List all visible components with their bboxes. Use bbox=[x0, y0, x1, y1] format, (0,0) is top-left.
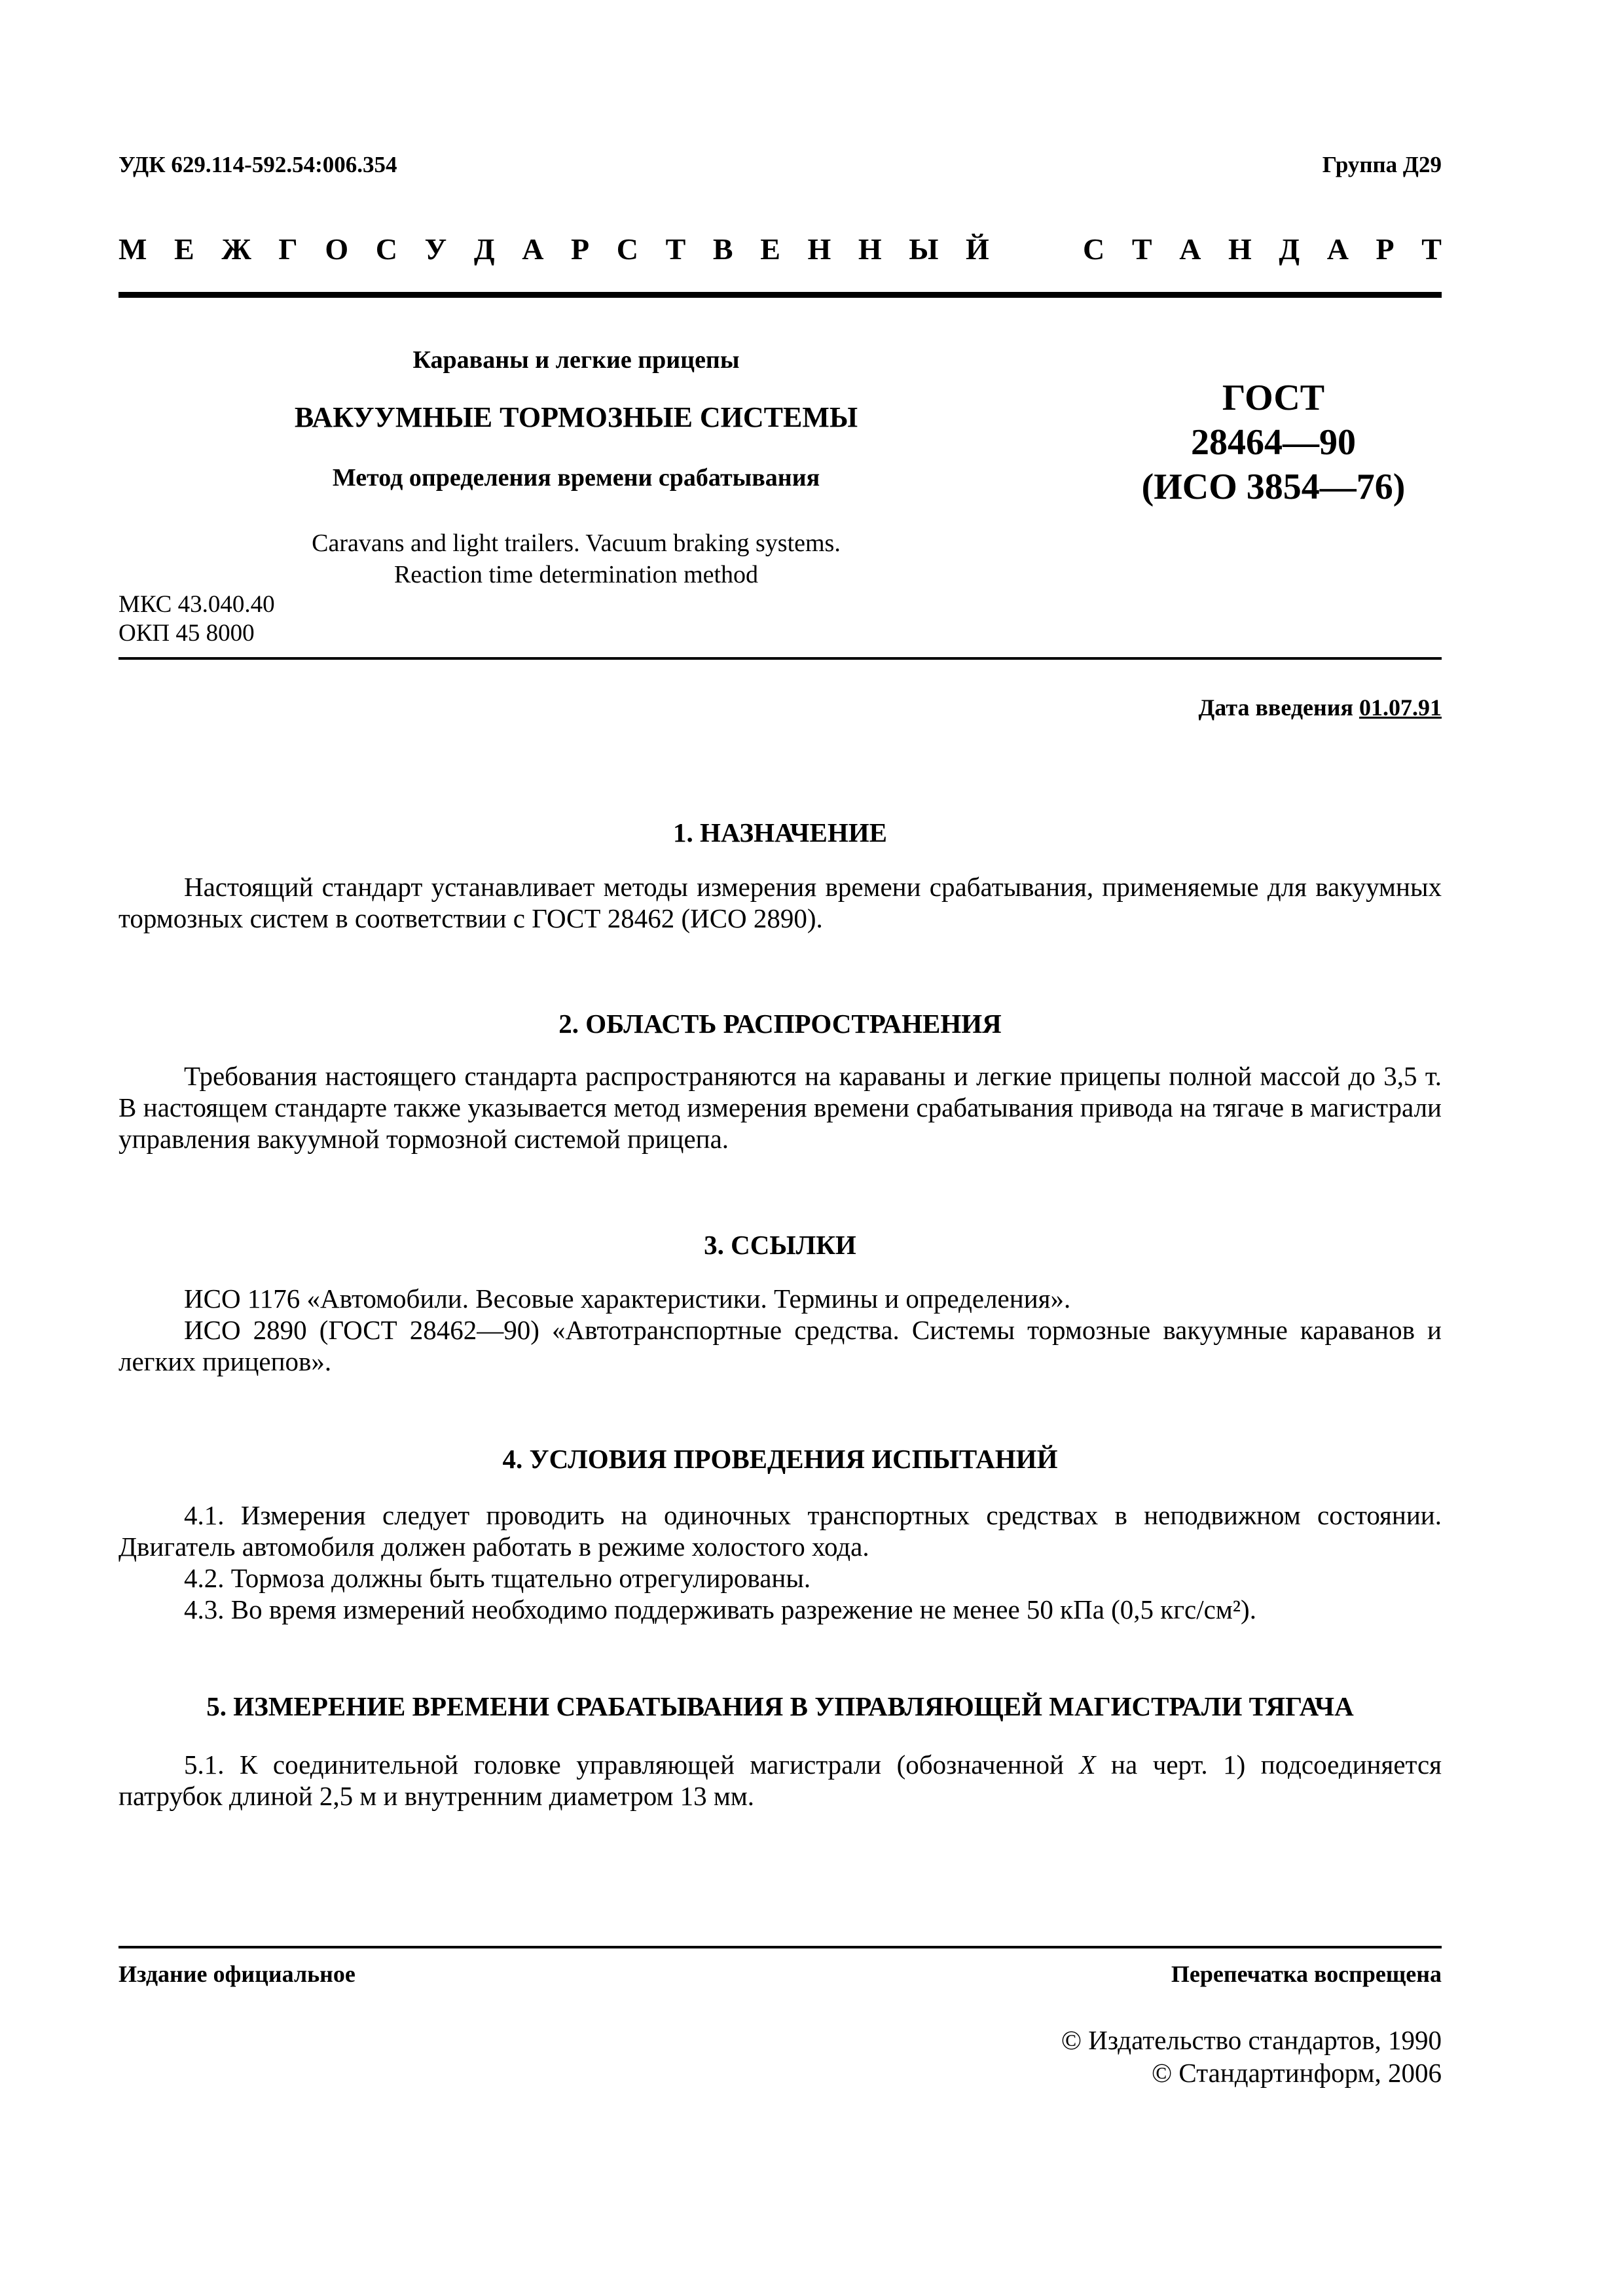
banner-letter: С bbox=[375, 232, 397, 266]
section-4-heading: 4. УСЛОВИЯ ПРОВЕДЕНИЯ ИСПЫТАНИЙ bbox=[502, 1444, 1058, 1474]
udk-code: УДК 629.114-592.54:006.354 bbox=[119, 152, 397, 177]
section-2-body bbox=[119, 1060, 1442, 1155]
banner-letter: Г bbox=[278, 232, 298, 266]
mks-code: МКС 43.040.40 bbox=[119, 591, 275, 618]
introduction-date-value: 01.07.91 bbox=[1359, 694, 1442, 721]
clause-4-2: 4.2. Тормоза должны быть тщательно отрегулированы. bbox=[184, 1563, 811, 1593]
banner-letter: Й bbox=[966, 232, 989, 266]
banner-letter: Н bbox=[858, 232, 882, 266]
banner-letter: Н bbox=[807, 232, 831, 266]
clause-5-1: 5.1. К соединительной головке управляющей магистрали (обозначенной X на черт. 1) подсоединяется патрубок длиной 2,5 м и внутренним диаметром 13 мм. bbox=[119, 1749, 1442, 1811]
banner-letter: В bbox=[712, 232, 733, 266]
standard-type-banner bbox=[119, 229, 1442, 268]
section-1-paragraph: Настоящий стандарт устанавливает методы измерения времени срабатывания, применяемые для вакуумных тормозных систем в соответствии с ГОСТ 28462 (ИСО 2890). bbox=[119, 872, 1442, 933]
banner-letter: Т bbox=[1421, 232, 1442, 266]
banner-letter: А bbox=[1179, 232, 1201, 266]
introduction-date-label: Дата введения bbox=[1198, 694, 1353, 721]
okp-code: ОКП 45 8000 bbox=[119, 620, 255, 647]
banner-letter: А bbox=[522, 232, 544, 266]
footer-rule bbox=[119, 1946, 1442, 1948]
section-3-heading: 3. ССЫЛКИ bbox=[704, 1230, 856, 1260]
section-4-body bbox=[119, 1499, 1442, 1625]
banner-letter: Н bbox=[1228, 232, 1252, 266]
section-5-body bbox=[119, 1749, 1442, 1812]
section-3-body bbox=[119, 1283, 1442, 1377]
banner-letter: Т bbox=[665, 232, 686, 266]
designation-number: 28464—90 bbox=[1191, 422, 1356, 463]
section-2-paragraph: Требования настоящего стандарта распространяются на караваны и легкие прицепы полной массой до 3,5 т. В настоящем стандарте также указывается метод измерения времени срабатывания привода на тягаче в магистрали управления вакуумной тормозной системой прицепа. bbox=[119, 1061, 1442, 1154]
copyright-2006: © Стандартинформ, 2006 bbox=[1152, 2058, 1442, 2088]
banner-letter: Ж bbox=[221, 232, 251, 266]
banner-letter: Д bbox=[473, 232, 495, 266]
banner-letter: А bbox=[1326, 232, 1349, 266]
header-rule bbox=[119, 292, 1442, 298]
banner-letter: Р bbox=[571, 232, 590, 266]
banner-letter: О bbox=[325, 232, 349, 266]
title-rule bbox=[119, 657, 1442, 660]
banner-letter: У bbox=[424, 232, 447, 266]
introduction-date bbox=[1199, 694, 1442, 721]
group-code: Группа Д29 bbox=[1322, 152, 1442, 177]
title-main: ВАКУУМНЫЕ ТОРМОЗНЫЕ СИСТЕМЫ bbox=[294, 401, 858, 433]
banner-letter: Т bbox=[1131, 232, 1152, 266]
banner-letter: М bbox=[119, 232, 147, 266]
section-1-body bbox=[119, 871, 1442, 934]
reference-iso-1176: ИСО 1176 «Автомобили. Весовые характеристики. Термины и определения». bbox=[184, 1283, 1071, 1314]
title-english-line2: Reaction time determination method bbox=[393, 561, 759, 588]
title-subject: Караваны и легкие прицепы bbox=[412, 346, 740, 374]
section-5-heading: 5. ИЗМЕРЕНИЕ ВРЕМЕНИ СРАБАТЫВАНИЯ В УПРАВЛЯЮЩЕЙ МАГИСТРАЛИ ТЯГАЧА bbox=[206, 1691, 1354, 1721]
banner-letter: Е bbox=[174, 232, 194, 266]
banner-letter: С bbox=[1083, 232, 1105, 266]
banner-letter: Ы bbox=[909, 232, 939, 266]
title-method: Метод определения времени срабатывания bbox=[332, 464, 820, 492]
designation-line1: ГОСТ bbox=[1222, 378, 1325, 418]
title-english-line1: Caravans and light trailers. Vacuum braking systems. bbox=[312, 529, 841, 557]
italic-x-marker: X bbox=[1079, 1749, 1096, 1780]
banner-letter: Е bbox=[760, 232, 780, 266]
reprint-prohibited-note: Перепечатка воспрещена bbox=[1171, 1961, 1442, 1987]
section-1-heading: 1. НАЗНАЧЕНИЕ bbox=[673, 817, 887, 848]
copyright-block bbox=[1061, 2024, 1442, 2089]
standard-designation bbox=[1100, 376, 1447, 509]
classification-codes bbox=[119, 590, 275, 648]
designation-iso: (ИСО 3854—76) bbox=[1141, 467, 1406, 507]
section-2-heading: 2. ОБЛАСТЬ РАСПРОСТРАНЕНИЯ bbox=[558, 1009, 1002, 1039]
title-english bbox=[249, 528, 903, 590]
banner-letter: Д bbox=[1279, 232, 1300, 266]
reference-iso-2890: ИСО 2890 (ГОСТ 28462—90) «Автотранспортные средства. Системы тормозные вакуумные караванов и легких прицепов». bbox=[119, 1315, 1442, 1376]
banner-letter: С bbox=[616, 232, 638, 266]
clause-4-1: 4.1. Измерения следует проводить на одиночных транспортных средствах в неподвижном состоянии. Двигатель автомобиля должен работать в режиме холостого хода. bbox=[119, 1500, 1442, 1562]
copyright-1990: © Издательство стандартов, 1990 bbox=[1061, 2025, 1442, 2055]
banner-letter: Р bbox=[1376, 232, 1395, 266]
clause-4-3: 4.3. Во время измерений необходимо поддерживать разрежение не менее 50 кПа (0,5 кгс/см²). bbox=[184, 1594, 1256, 1624]
official-edition-note: Издание официальное bbox=[119, 1961, 356, 1987]
